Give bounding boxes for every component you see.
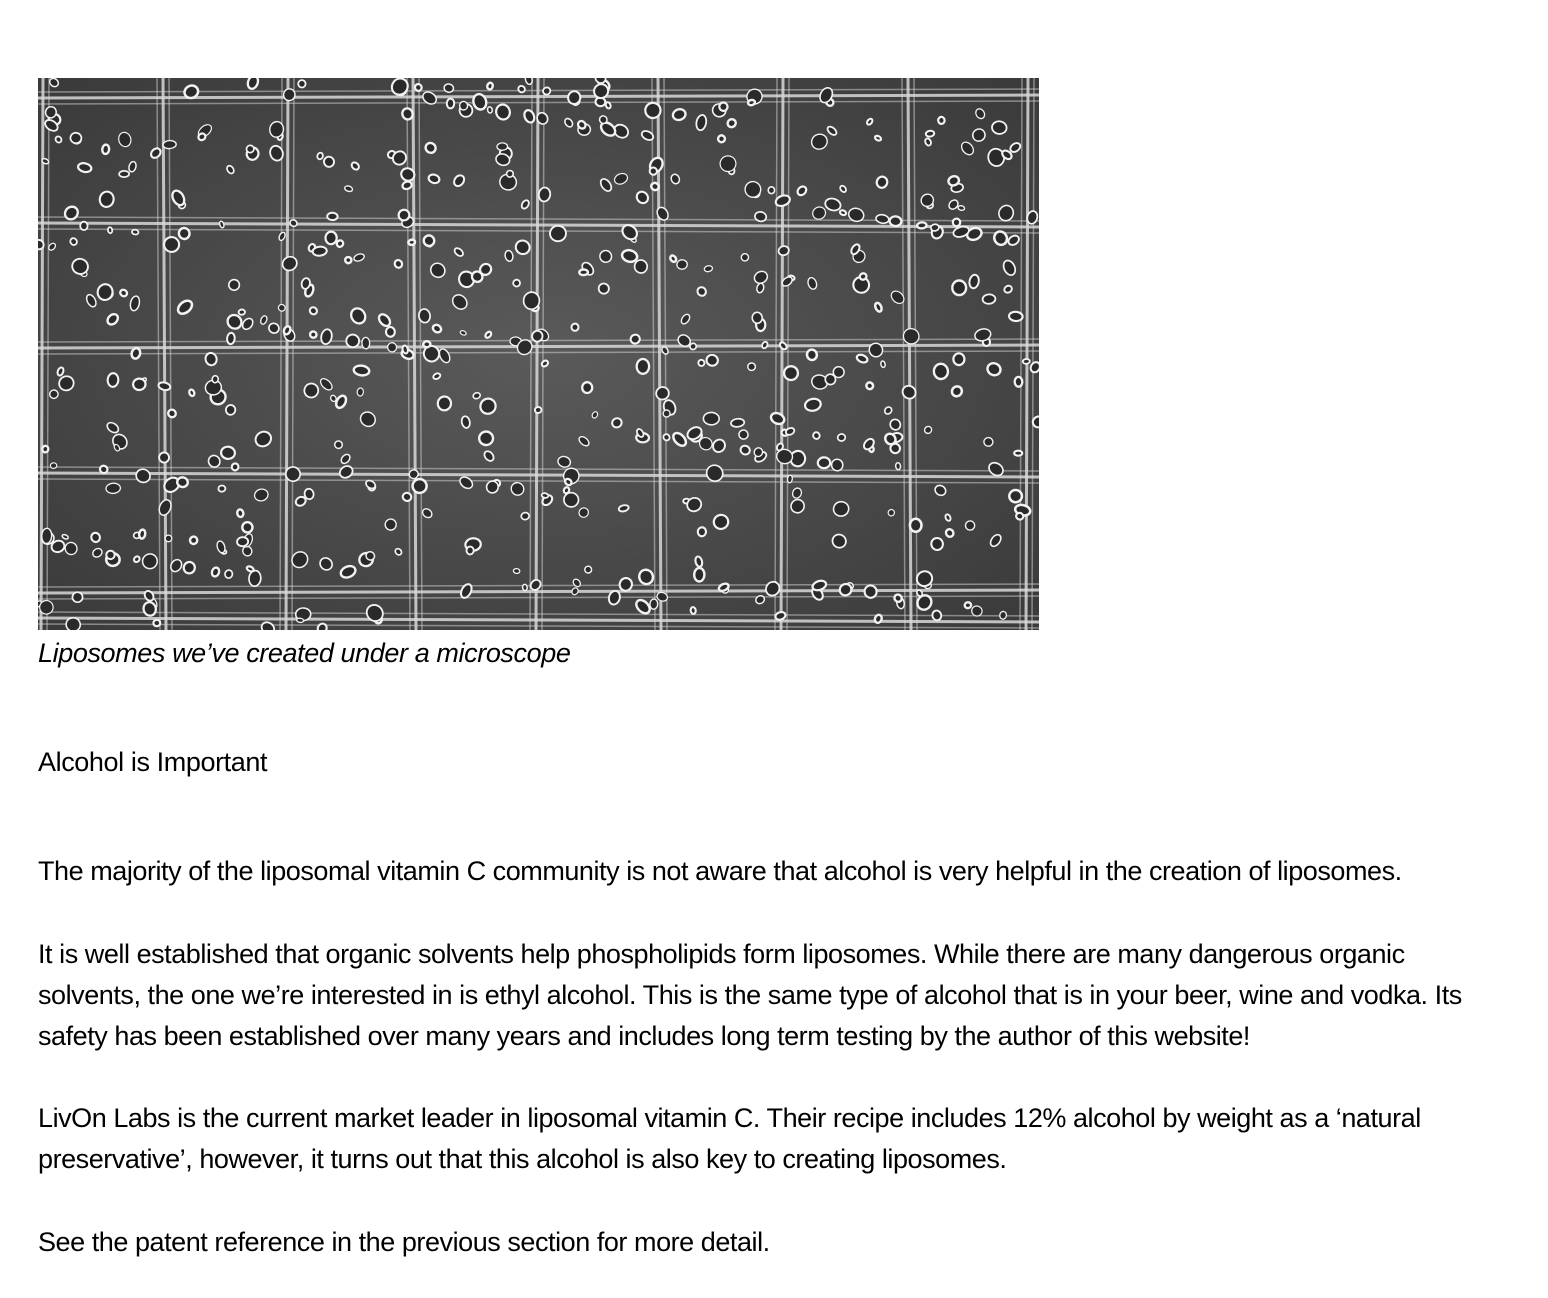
liposome-cell [748,99,756,106]
liposome-cell [748,363,756,371]
liposome-cell [309,331,317,339]
liposome-cell [107,373,119,387]
liposome-cell [487,106,493,113]
liposome-cell [717,134,726,143]
liposome-cell [694,568,704,582]
liposome-cell [571,323,580,332]
liposome-cell [119,171,129,177]
liposome-cell [357,388,364,397]
liposome-cell [864,585,878,599]
liposome-cell [982,294,995,304]
liposome-cell [316,152,323,160]
liposome-cell [386,327,395,337]
liposome-cell [163,236,179,252]
liposome-cell [917,222,927,229]
liposome-cell [549,225,567,242]
liposome-cell [768,187,775,194]
liposome-cell [437,396,452,411]
liposome-cell [787,475,793,483]
liposome-cell [242,522,253,533]
liposome-cell [582,382,592,393]
liposome-cell [1009,311,1023,321]
liposome-cell [650,599,658,610]
liposome-cell [220,446,235,460]
liposome-cell [953,353,964,365]
liposome-cell [353,365,370,376]
liposome-cell [930,224,939,232]
liposome-cell [325,232,336,245]
liposome-cell [133,378,146,390]
liposome-cell [752,312,763,324]
liposome-cell [402,345,409,354]
liposome-cell [521,512,530,520]
liposome-cell [246,145,255,154]
liposome-cell [346,334,360,347]
liposome-cell [1015,377,1023,387]
section-heading: Alcohol is Important [38,747,268,777]
liposome-cell [227,333,236,345]
liposome-cell [964,602,972,609]
liposome-cell [703,412,719,425]
liposome-cell [387,342,397,352]
grid-line [536,78,538,630]
liposome-cell [991,121,1007,135]
liposome-cell [783,365,799,381]
grid-line [781,78,783,630]
liposome-cell [953,218,961,226]
liposome-cell [176,477,188,488]
liposome-cell [952,280,967,295]
liposome-cell [662,409,670,417]
liposome-cell [165,535,172,542]
liposome-cell [344,256,352,264]
liposome-cell [522,584,527,591]
liposome-cell [579,269,588,275]
liposome-cell [839,209,847,215]
liposome-cell [139,529,146,539]
liposome-cell [677,259,688,269]
liposome-cell [218,485,225,492]
liposome-cell [563,486,570,494]
liposome-cell [925,130,934,137]
liposome-cell [102,144,110,154]
liposome-cell [833,366,845,378]
liposome-cell [70,132,82,144]
liposome-cell [237,537,249,547]
liposome-cell [312,246,327,256]
liposome-cell [1009,490,1022,503]
liposome-microscope-image [38,78,1039,630]
liposome-cell [999,611,1007,620]
liposome-cell [564,492,579,507]
liposome-cell [41,528,52,544]
liposome-cell [880,361,885,368]
liposome-cell [108,227,113,234]
liposome-cell [644,102,661,119]
liposome-cell [163,140,177,149]
liposome-cell [132,229,139,235]
paragraph-3: LivOn Labs is the current market leader in liposomal vitamin C. Their recipe includes 12% alcohol by weight as a ‘natural preservative’, however, it turns out that this alcohol is also key to creating liposomes. [38,1103,1421,1174]
liposome-cell [42,445,49,453]
liposome-cell [447,99,455,109]
liposome-cell [237,509,244,518]
liposome-cell [895,462,901,470]
liposome-cell [479,431,493,445]
paragraph-2: It is well established that organic solvents help phospholipids form liposomes. While there are many dangerous organic solvents, the one we’re interested in is ethyl alcohol. This is the same type of alcohol that is in your beer, wine and vodka. Its safety has been established over many years and includes long term testing by the author of this website! [38,939,1462,1051]
liposome-cell [535,407,542,414]
grid-line [1026,78,1028,630]
liposome-cell [513,568,520,573]
liposome-cell [212,375,219,383]
liposome-cell [466,546,474,554]
liposome-cell [690,607,696,614]
paragraph-1: The majority of the liposomal vitamin C community is not aware that alcohol is very helpful in the creation of liposomes. [38,856,1402,886]
liposome-cell [1023,359,1030,364]
liposome-cell [541,493,549,499]
liposome-cell [189,536,198,545]
liposome-cell [1014,451,1022,456]
liposome-cell [231,462,240,471]
liposome-cell [486,82,493,90]
liposome-cell [697,527,706,537]
liposome-cell [39,600,54,615]
liposome-cell [408,239,415,245]
liposome-cell [637,359,649,374]
liposome-cell [523,291,540,310]
paragraph-4: See the patent reference in the previous section for more detail. [38,1227,770,1257]
liposome-cell [910,519,922,532]
liposome-cell [412,478,428,493]
image-caption: Liposomes we’ve created under a microscope [38,638,571,668]
liposome-cell [933,363,948,379]
liposome-cell [248,570,261,587]
liposome-cell [238,309,245,315]
liposome-cell [938,117,945,124]
liposome-cell [50,463,57,469]
liposome-cell [806,348,818,361]
liposome-cell [741,253,750,262]
liposome-cell [984,437,993,446]
liposome-cell [296,618,303,623]
liposome-cell [327,213,338,221]
liposome-cell [225,404,236,415]
liposome-cell [362,337,370,349]
liposome-cell [965,521,974,530]
liposome-cell [831,459,843,472]
liposome-cell [818,457,831,468]
liposome-cell [106,483,121,494]
liposome-cell [188,389,195,397]
liposome-cell [80,222,88,231]
liposome-cell [837,433,846,442]
liposome-cell [459,101,467,110]
liposome-cell [497,143,508,151]
liposome-cell [958,205,965,211]
liposome-cell [889,216,901,226]
microscope-photo-drawing [38,78,1039,630]
liposome-cell [49,390,58,399]
liposome-cell [72,592,83,603]
liposome-cell [423,341,430,347]
liposome-cell [298,80,306,88]
liposome-cell [153,620,160,627]
liposome-cell [598,283,610,295]
